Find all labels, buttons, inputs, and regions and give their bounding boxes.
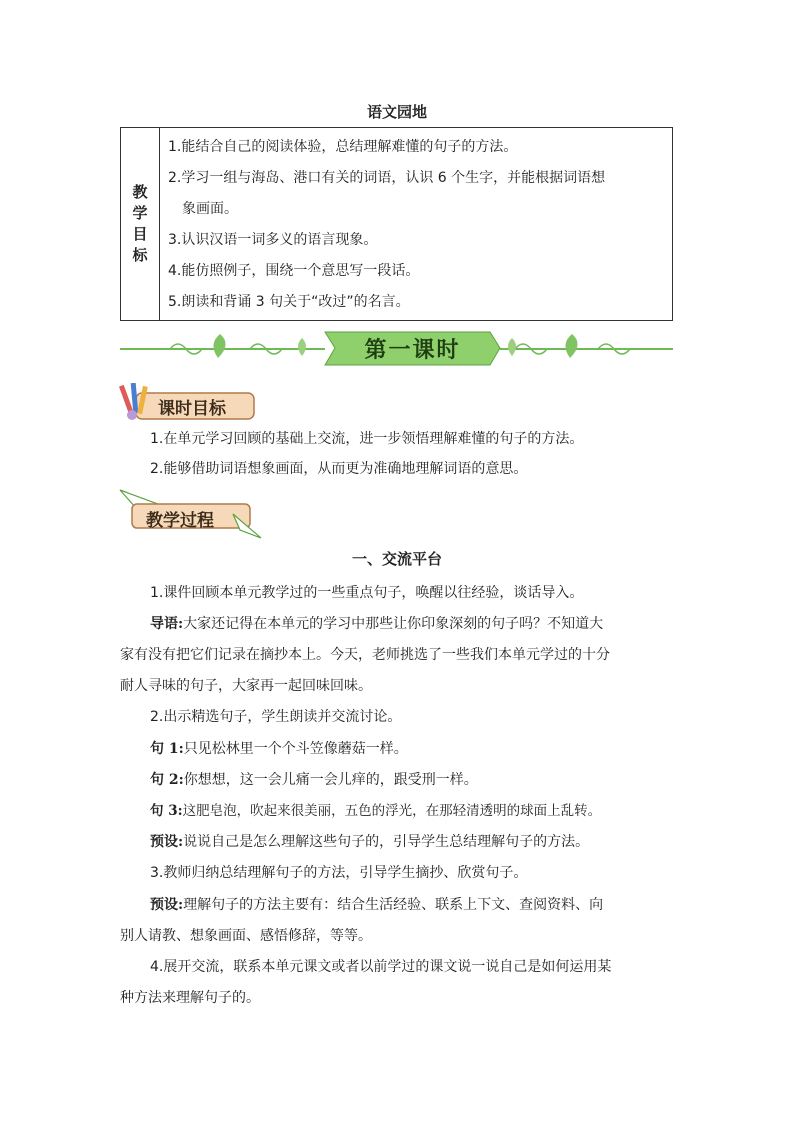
leaf-icon	[298, 338, 306, 356]
lesson-goal-item: 2.能够借助词语想象画面，从而更为准确地理解词语的意思。	[150, 461, 528, 477]
leaf-icon	[565, 334, 577, 358]
goal-item	[168, 163, 666, 225]
section-title: 一、交流平台	[351, 550, 442, 568]
sentence-label: 句 2:	[150, 772, 184, 788]
sentence-text: 只见松林里一个个斗笠像蘑菇一样。	[183, 741, 408, 757]
teaching-goals-list	[160, 128, 673, 321]
process-label: 教学过程	[146, 511, 214, 531]
teaching-goals-table	[120, 127, 673, 321]
goals-header-char: 教	[132, 183, 148, 201]
preset-label: 预设:	[150, 897, 184, 913]
lesson-banner	[120, 328, 673, 370]
goal-item-line: 象画面。	[182, 201, 238, 217]
goal-item: 1.能结合自己的阅读体验，总结理解难懂的句子的方法。	[168, 139, 518, 155]
goal-item-line: 2.学习一组与海岛、港口有关的词语，认识 6 个生字，并能根据词语想	[168, 170, 606, 186]
goals-header-char: 学	[132, 204, 148, 222]
step-3: 3.教师归纳总结理解句子的方法，引导学生摘抄、欣赏句子。	[150, 865, 528, 881]
sentence-item	[120, 734, 676, 764]
leaf-icon	[213, 334, 225, 358]
step-4-cont: 种方法来理解句子的。	[120, 990, 260, 1006]
preset-text: 说说自己是怎么理解这些句子的，引导学生总结理解句子的方法。	[183, 834, 590, 850]
sentence-label: 句 3:	[150, 803, 183, 819]
leaf-icon	[508, 338, 516, 356]
intro-text: 大家还记得在本单元的学习中那些让你印象深刻的句子吗？不知道大	[183, 616, 604, 632]
sentence-item	[120, 796, 676, 826]
banner-title: 第一课时	[364, 338, 461, 363]
step-2: 2.出示精选句子，学生朗读并交流讨论。	[150, 709, 402, 725]
sentence-label: 句 1:	[150, 741, 184, 757]
sentence-text: 你想想，这一会儿痛一会儿痒的，跟受刑一样。	[183, 772, 478, 788]
goal-item: 5.朗读和背诵 3 句关于“改过”的名言。	[168, 294, 410, 310]
step-4: 4.展开交流，联系本单元课文或者以前学过的课文说一说自己是如何运用某	[150, 959, 612, 975]
lesson-goal-item: 1.在单元学习回顾的基础上交流，进一步领悟理解难懂的句子的方法。	[150, 431, 584, 447]
preset-1	[120, 827, 676, 857]
teaching-goals-header	[121, 128, 160, 321]
document-title: 语文园地	[366, 103, 427, 121]
goals-header-char: 标	[132, 246, 148, 264]
sentence-item	[120, 765, 676, 795]
intro-label: 导语:	[150, 616, 184, 632]
intro-line: 家有没有把它们记录在摘抄本上。今天，老师挑选了一些我们本单元学过的十分	[120, 647, 610, 663]
goal-item: 3.认识汉语一词多义的语言现象。	[168, 232, 378, 248]
goals-header-char: 目	[132, 225, 148, 243]
step-1: 1.课件回顾本单元教学过的一些重点句子，唤醒以往经验，谈话导入。	[150, 585, 584, 601]
vine-ornament-left	[170, 344, 282, 354]
preset-label: 预设:	[150, 834, 184, 850]
intro-line	[120, 609, 676, 639]
sentence-text: 这肥皂泡，吹起来很美丽，五色的浮光，在那轻清透明的球面上乱转。	[182, 803, 602, 819]
preset-2-cont: 别人请教、想象画面、感悟修辞，等等。	[120, 928, 372, 944]
intro-line: 耐人寻味的句子，大家再一起回味回味。	[120, 678, 372, 694]
lesson-goals-label: 课时目标	[158, 399, 226, 419]
goal-item: 4.能仿照例子，围绕一个意思写一段话。	[168, 263, 420, 279]
preset-2	[120, 890, 676, 920]
preset-text: 理解句子的方法主要有：结合生活经验、联系上下文、查阅资料、向	[183, 897, 604, 913]
